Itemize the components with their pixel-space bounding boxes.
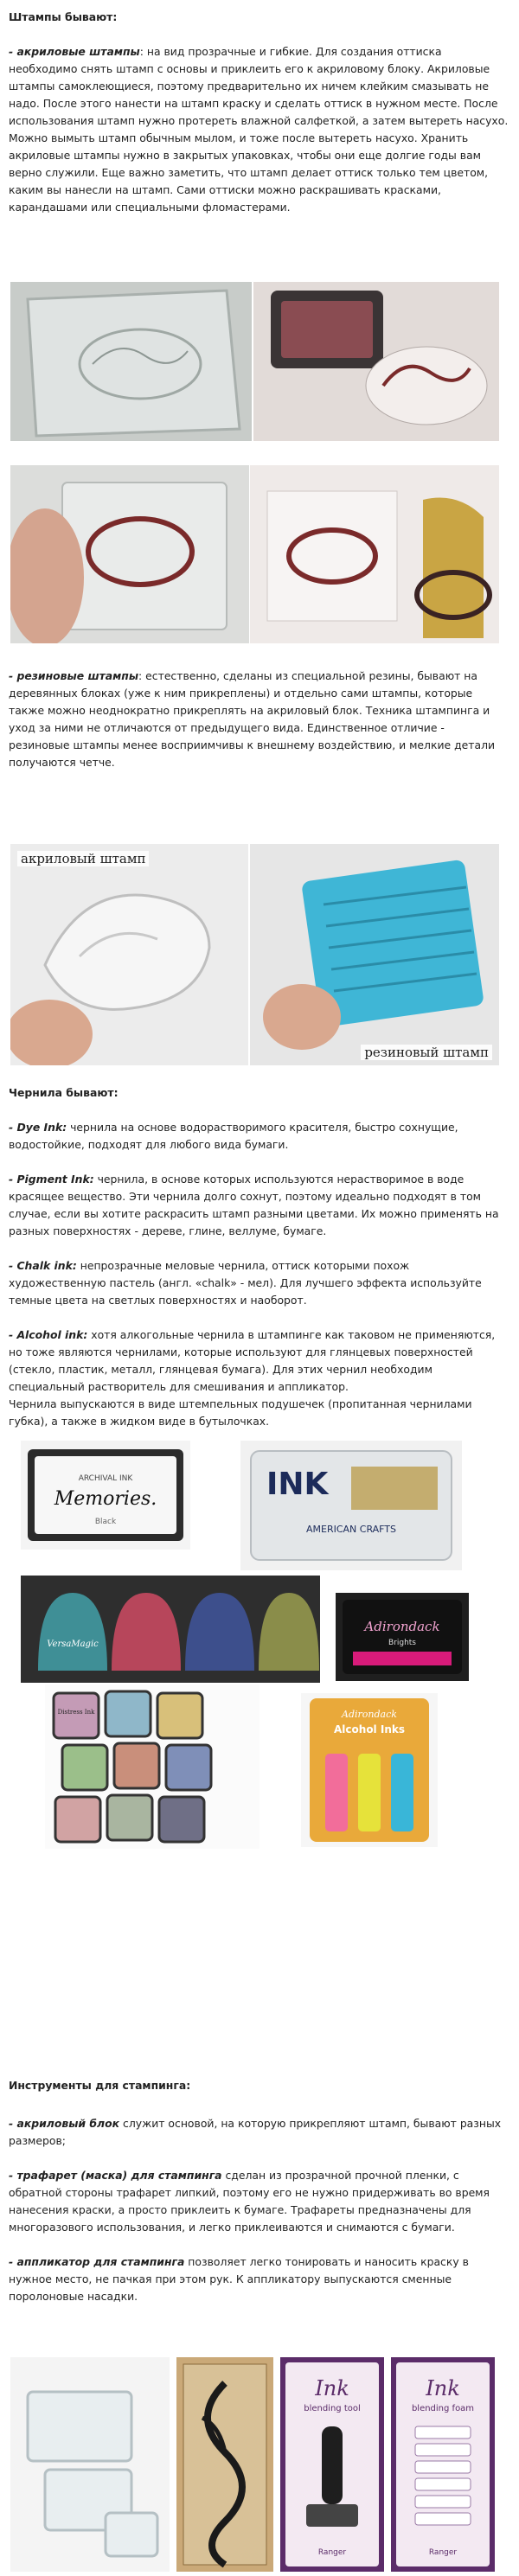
photo-ink-blending-tool: [280, 2357, 384, 2572]
photo-acrylic-stamp-example: [10, 844, 248, 1065]
rubber-stamps-text: : естественно, сделаны из специальной резины, бывают на деревянных блоках (уже к ним прикреплены) и отдельно сами штампы, которые также можно неоднократно прикреплять на акриловый блок. Техника штампинга и уход за ними не отличаются от предыдущего вида. Единственное отличие - резиновые штампы менее восприимчивы к внешнему воздействию, и мелкие детали получаются четче.: [9, 669, 496, 769]
ink-brand-label: INK: [266, 1467, 329, 1502]
dye-ink-paragraph: [9, 1119, 509, 1154]
photo-stamped-nest-prints: [250, 465, 499, 643]
memories-small-label: ARCHIVAL INK: [78, 1474, 133, 1483]
acrylic-stamps-paragraph: [9, 43, 509, 216]
acrylic-block-term: - акриловый блок: [9, 2117, 120, 2130]
ink-maker-label: AMERICAN CRAFTS: [305, 1524, 397, 1535]
stencil-text: сделан из прозрачной прочной пленки, с обратной стороны трафарет липкий, поэтому его не нужно придерживать во время нанесения краски, а просто приклеить к бумаге. Трафареты предназначены для многоразового использования, и легко приклеиваются и снимаются с бумаги.: [9, 2169, 490, 2234]
alcohol-ink-text: хотя алкогольные чернила в штампинге как таковом не применяются, но тоже являются чернилами, которые используют для глянцевых поверхностей (стекло, пластик, металл, глянцевая бумага). Для этих чернил необходим специальный растворитель для смешивания и аппликатор.: [9, 1328, 496, 1393]
photo-adirondack-pad: [336, 1593, 469, 1681]
stamps-heading: Штампы бывают:: [9, 10, 118, 23]
blending-foam-maker: Ranger: [428, 2548, 458, 2557]
acrylic-block-text: служит основой, на которую прикрепляют штамп, бывают разных размеров;: [9, 2117, 502, 2147]
photo-alcohol-inks: [301, 1693, 438, 1847]
adirondack-sub-label: Brights: [388, 1639, 417, 1647]
memories-sub-label: Black: [94, 1518, 117, 1526]
photo-ink-blending-foam: [391, 2357, 495, 2572]
dye-ink-term: - Dye Ink:: [9, 1121, 67, 1134]
stencil-paragraph: [9, 2167, 509, 2236]
photo-rubber-stamp-example: [250, 844, 499, 1065]
blending-tool-maker: Ranger: [317, 2548, 347, 2557]
photo-ink-pad-and-stamp: [253, 282, 499, 441]
tools-heading: Инструменты для стампинга:: [9, 2079, 191, 2092]
pigment-ink-text: чернила, в основе которых используются нерастворимое в воде красящее вещество. Эти чернила долго сохнут, поэтому идеально подходят в том случае, если вы хотите раскрасить штамп разными цветами. Их можно применять на разных поверхностях - дереве, глине, веллуме, бумаге.: [9, 1173, 499, 1237]
photo-distress-ink-pads: [45, 1684, 260, 1849]
rubber-stamps-paragraph: [9, 668, 509, 771]
photo-stencil-mask: [176, 2357, 273, 2572]
blending-foam-brand: Ink: [426, 2376, 460, 2400]
caption-acrylic: акриловый штамп: [17, 851, 149, 866]
inks-heading: Чернила бывают:: [9, 1086, 119, 1099]
acrylic-stamps-term: - акриловые штампы: [9, 45, 140, 58]
acrylic-stamps-text: : на вид прозрачные и гибкие. Для создания оттиска необходимо снять штамп с основы и приклеить его к акриловому блоку. Акриловые штампы самоклеющиеся, поэтому предварительно их ничем клейким смазывать не надо. После этого нанести на штамп краску и сделать оттиск в нужном месте. После использования штамп нужно протереть влажной салфеткой, а затем вытереть насухо. Можно вымыть штамп обычным мылом, и тоже после вытереть насухо. Хранить акриловые штампы нужно в закрытых упаковках, чтобы они еще долгие годы вам верно служили. Еще важно заметить, что штамп делает оттиск только тем цветом, каким вы нанесли на штамп. Сами оттиски можно раскрашивать красками, карандашами или специальными фломастерами.: [9, 45, 509, 214]
photo-stamp-in-hand: [10, 465, 249, 643]
photo-acrylic-stamp-on-block: [10, 282, 252, 441]
photo-pigment-ink-pad: [240, 1441, 462, 1570]
alcohol-ink-paragraph: [9, 1326, 509, 1396]
applicator-paragraph: [9, 2253, 509, 2305]
chalk-ink-term: - Chalk ink:: [9, 1259, 77, 1272]
blending-tool-brand: Ink: [315, 2376, 349, 2400]
photo-acrylic-blocks: [10, 2357, 170, 2572]
pigment-ink-term: - Pigment Ink:: [9, 1173, 94, 1186]
photo-memories-ink-pad: [21, 1441, 190, 1550]
photo-versamagic-pads: [21, 1576, 320, 1683]
inks-release-note: Чернила выпускаются в виде штемпельных подушечек (пропитанная чернилами губка), а также в жидком виде в бутылочках.: [9, 1397, 472, 1428]
chalk-ink-text: непрозрачные меловые чернила, оттиск которыми похож художественную пастель (англ. «chalk» - мел). Для лучшего эффекта используйте темные цвета на светлых поверхностях и наоборот.: [9, 1259, 482, 1307]
memories-label: Memories.: [54, 1488, 157, 1510]
dye-ink-text: чернила на основе водорастворимого красителя, быстро сохнущие, водостойкие, подходят для любого вида бумаги.: [9, 1121, 458, 1151]
blending-foam-label: blending foam: [411, 2404, 475, 2413]
alcohol-title-label: Alcohol Inks: [334, 1723, 405, 1735]
versamagic-label: VersaMagic: [47, 1640, 99, 1649]
applicator-term: - аппликатор для стампинга: [9, 2255, 185, 2268]
acrylic-block-paragraph: [9, 2115, 509, 2150]
blending-tool-label: blending tool: [304, 2404, 361, 2413]
chalk-ink-paragraph: [9, 1257, 509, 1309]
stencil-term: - трафарет (маска) для стампинга: [9, 2169, 222, 2182]
rubber-stamps-term: - резиновые штампы: [9, 669, 139, 682]
alcohol-ink-term: - Alcohol ink:: [9, 1328, 88, 1341]
distress-label: Distress Ink: [57, 1709, 95, 1716]
adirondack-label: Adirondack: [364, 1619, 440, 1634]
alcohol-brand-label: Adirondack: [342, 1709, 397, 1720]
caption-rubber: резиновый штамп: [361, 1045, 492, 1060]
applicator-text: позволяет легко тонировать и наносить краску в нужное место, не пачкая при этом рук. К аппликатору выпускаются сменные поролоновые насадки.: [9, 2255, 469, 2303]
pigment-ink-paragraph: [9, 1171, 509, 1240]
